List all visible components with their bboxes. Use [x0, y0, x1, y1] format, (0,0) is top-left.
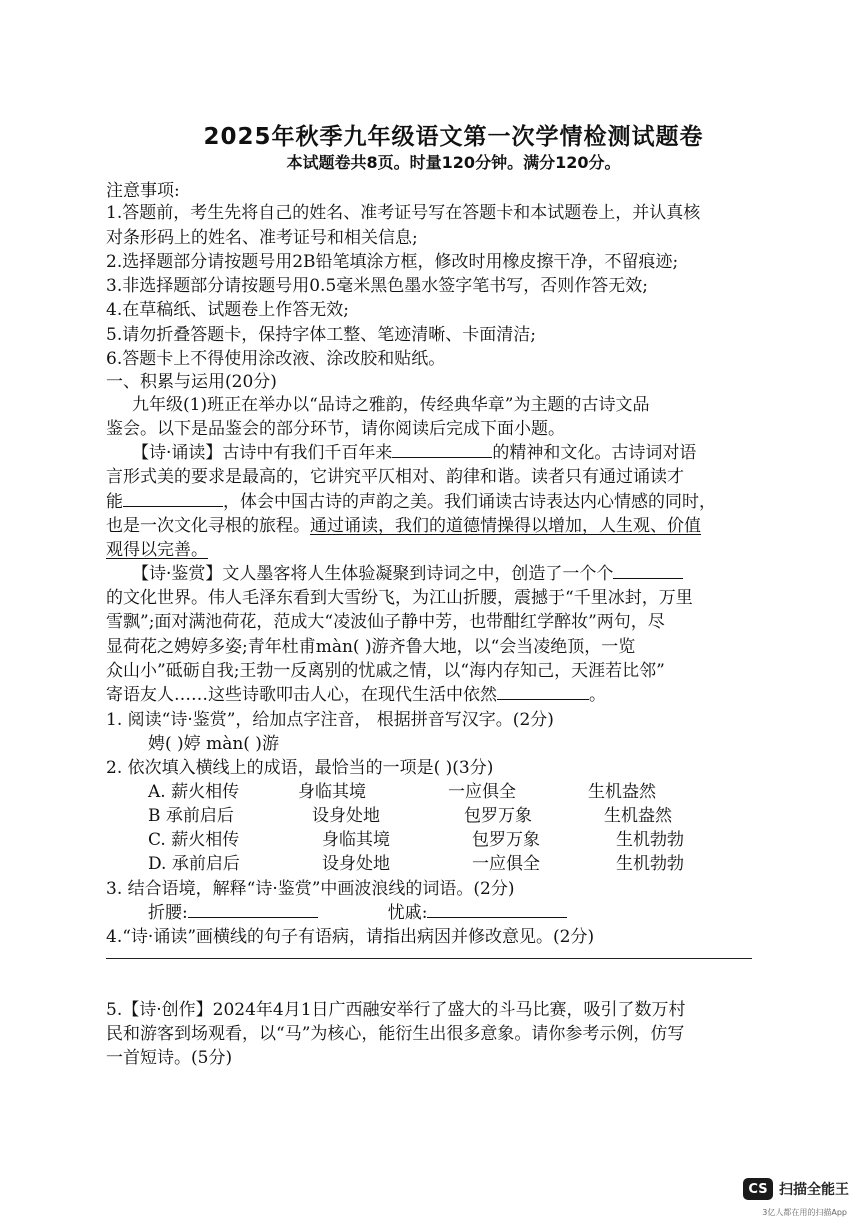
option-row[interactable] — [148, 825, 684, 850]
question-4: 4.“诗·诵读”画横线的句子有语病，请指出病因并修改意见。(2分) — [106, 927, 595, 947]
recite-text: 的精神和文化。古诗词对语 — [492, 443, 697, 463]
option-label: A. 薪火相传 — [148, 782, 240, 802]
appreciate-paragraph-line — [132, 559, 683, 584]
recite-text: 也是一次文化寻根的旅程。 — [106, 516, 310, 536]
notice-heading: 注意事项: — [106, 181, 180, 201]
option-phrase: 一应俱全 — [448, 782, 516, 802]
recite-text: 能 — [106, 492, 123, 512]
option-phrase: 包罗万象 — [472, 830, 540, 850]
question-1: 1. 阅读“诗·鉴赏”，给加点字注音， 根据拼音写汉字。(2分) — [106, 710, 554, 730]
notice-item: 5.请勿折叠答题卡，保持字体工整、笔迹清晰、卡面清洁; — [106, 325, 536, 345]
term-label: 折腰: — [148, 903, 188, 923]
intro-line: 九年级(1)班正在举办以“品诗之雅韵，传经典华章”为主题的古诗文品 — [132, 395, 650, 415]
underlined-sentence: 观得以完善。 — [106, 540, 208, 560]
option-row[interactable] — [148, 801, 672, 826]
recite-paragraph-line: 言形式美的要求是最高的，它讲究平仄相对、韵律和谐。读者只有通过诵读才 — [106, 467, 684, 487]
scanner-name: 扫描全能王 — [779, 1182, 849, 1198]
fill-blank[interactable] — [497, 684, 589, 700]
option-phrase: 身临其境 — [298, 782, 366, 802]
scanner-watermark — [743, 1178, 849, 1200]
scanner-tagline: 3亿人都在用的扫描App — [762, 1208, 847, 1217]
underlined-sentence: 通过诵读，我们的道德情操得以增加，人生观、价值 — [310, 516, 701, 536]
page-subtitle: 本试题卷共8页。时量120分钟。满分120分。 — [286, 153, 621, 172]
fill-blank[interactable] — [613, 563, 683, 579]
appreciate-paragraph-line: 显荷花之娉婷多姿;青年杜甫màn( )游齐鲁大地，以“会当凌绝顶，一览 — [106, 637, 636, 657]
answer-blank[interactable] — [427, 902, 567, 918]
notice-item: 6.答题卡上不得使用涂改液、涂改胶和贴纸。 — [106, 349, 446, 369]
option-label: C. 薪火相传 — [148, 830, 240, 850]
option-phrase: 包罗万象 — [464, 806, 532, 826]
fill-blank[interactable] — [123, 491, 223, 507]
answer-rule[interactable] — [106, 958, 752, 959]
notice-item: 1.答题前，考生先将自己的姓名、准考证号写在答题卡和本试题卷上，并认真核 — [106, 203, 701, 223]
recite-paragraph-line — [106, 487, 716, 512]
appreciate-paragraph-line: 的文化世界。伟人毛泽东看到大雪纷飞，为江山折腰，震撼于“千里冰封，万里 — [106, 588, 693, 608]
scanner-logo-icon: CS — [743, 1178, 773, 1200]
recite-paragraph-line — [106, 535, 208, 560]
recite-text: 【诗·诵读】古诗中有我们千百年来 — [132, 443, 393, 463]
section-heading: 一、积累与运用(20分) — [106, 372, 277, 392]
appreciate-paragraph-line: 众山小”砥砺自我;王勃一反离别的忧戚之情，以“海内存知己，天涯若比邻” — [106, 661, 665, 681]
option-phrase: 生机盎然 — [604, 806, 672, 826]
recite-paragraph-line — [106, 511, 701, 536]
appreciate-text: 寄语友人……这些诗歌叩击人心，在现代生活中依然 — [106, 685, 497, 705]
notice-item: 3.非选择题部分请按题号用0.5毫米黑色墨水签字笔书写，否则作答无效; — [106, 276, 648, 296]
answer-blank[interactable] — [188, 902, 318, 918]
option-label: D. 承前启后 — [148, 854, 240, 874]
appreciate-paragraph-line — [106, 680, 606, 705]
recite-text: ，体会中国古诗的声韵之美。我们诵读古诗表达内心情感的同时， — [223, 492, 716, 512]
fill-blank[interactable] — [392, 442, 492, 458]
appreciate-text: 【诗·鉴赏】文人墨客将人生体验凝聚到诗词之中，创造了一个个 — [132, 564, 614, 584]
intro-line: 鉴会。以下是品鉴会的部分环节，请你阅读后完成下面小题。 — [106, 419, 565, 439]
question-3: 3. 结合语境，解释“诗·鉴赏”中画波浪线的词语。(2分) — [106, 879, 515, 899]
term-label: 忧戚: — [387, 903, 428, 923]
question-3-answer-line — [148, 898, 567, 923]
option-phrase: 一应俱全 — [472, 854, 540, 874]
option-phrase: 生机盎然 — [588, 782, 656, 802]
notice-item: 4.在草稿纸、试题卷上作答无效; — [106, 300, 349, 320]
notice-item: 对条形码上的姓名、准考证号和相关信息; — [106, 228, 418, 248]
option-row[interactable] — [148, 849, 684, 874]
question-1-answer-line[interactable]: 娉( )婷 màn( )游 — [148, 734, 279, 754]
option-phrase: 身临其境 — [322, 830, 390, 850]
option-phrase: 生机勃勃 — [616, 830, 684, 850]
option-row[interactable] — [148, 777, 656, 802]
question-5: 一首短诗。(5分) — [106, 1048, 233, 1068]
question-5: 民和游客到场观看，以“马”为核心，能衍生出很多意象。请你参考示例，仿写 — [106, 1024, 685, 1044]
appreciate-paragraph-line: 雪飘”;面对满池荷花，范成大“凌波仙子静中芳，也带酣红学醉妆”两句，尽 — [106, 612, 665, 632]
option-phrase: 生机勃勃 — [616, 854, 684, 874]
appreciate-text: 。 — [589, 685, 606, 705]
recite-paragraph-line — [132, 438, 696, 463]
question-2: 2. 依次填入横线上的成语，最恰当的一项是( )(3分) — [106, 758, 494, 778]
page-title: 2025年秋季九年级语文第一次学情检测试题卷 — [203, 124, 704, 150]
option-phrase: 设身处地 — [322, 854, 390, 874]
option-phrase: 设身处地 — [312, 806, 380, 826]
notice-item: 2.选择题部分请按题号用2B铅笔填涂方框，修改时用橡皮擦干净，不留痕迹; — [106, 252, 679, 272]
question-5: 5.【诗·创作】2024年4月1日广西融安举行了盛大的斗马比赛，吸引了数万村 — [106, 1000, 686, 1020]
option-label: B 承前启后 — [148, 806, 234, 826]
